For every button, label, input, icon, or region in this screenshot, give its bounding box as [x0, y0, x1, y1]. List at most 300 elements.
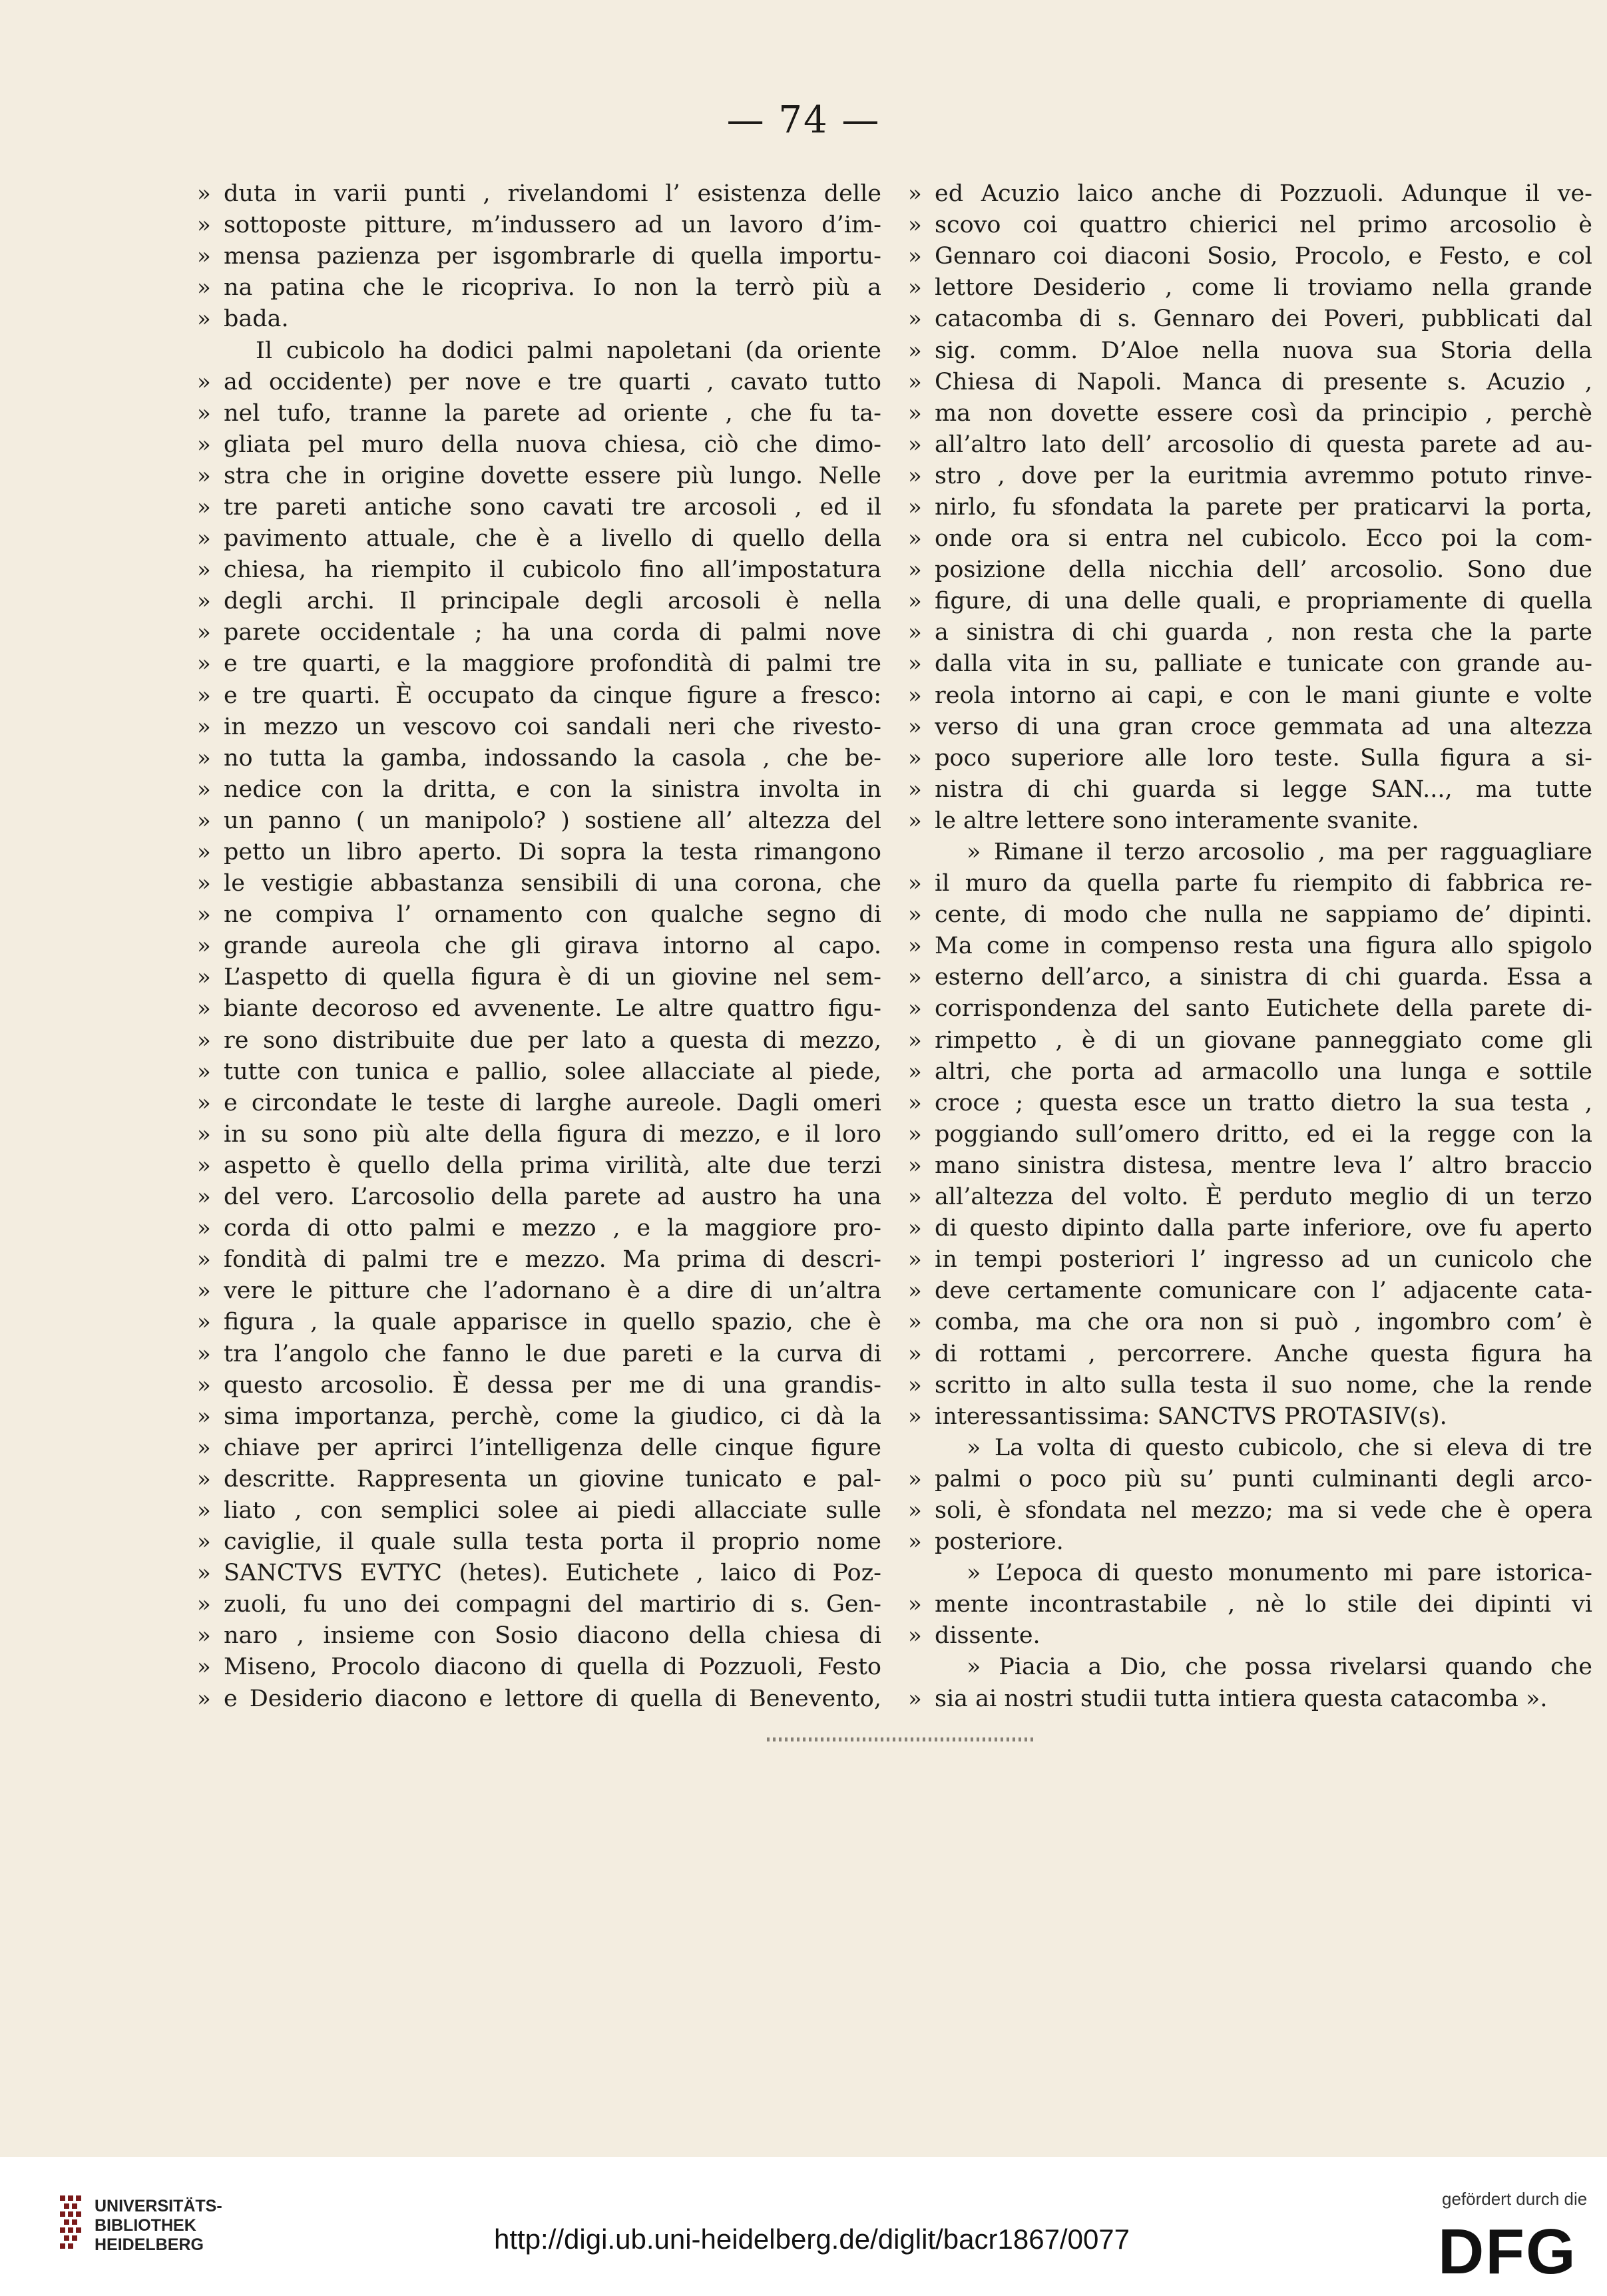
quote-mark: » — [197, 1654, 211, 1681]
text-line — [197, 1370, 881, 1401]
quote-mark: » — [908, 713, 922, 740]
permalink-url[interactable]: http://digi.ub.uni-heidelberg.de/diglit/bacr1867/0077 — [494, 2223, 1130, 2255]
quote-mark: » — [197, 1591, 211, 1618]
text-line — [908, 1464, 1592, 1495]
library-name-line-1: UNIVERSITÄTS- — [95, 2197, 222, 2215]
text-line — [908, 586, 1592, 617]
line-text: gliata pel muro della nuova chiesa, ciò che dimo- — [224, 431, 881, 458]
line-text: no tutta la gamba, indossando la casola , che be- — [224, 744, 881, 772]
text-line — [908, 304, 1592, 335]
quote-mark: » — [197, 462, 211, 489]
quote-mark: » — [908, 1058, 922, 1085]
quote-mark: » — [197, 1058, 211, 1085]
quote-mark: » — [197, 557, 211, 584]
text-line — [197, 1056, 881, 1088]
library-name — [95, 2197, 222, 2255]
quote-mark: » — [908, 1184, 922, 1211]
text-line — [908, 1620, 1592, 1652]
quote-mark: » — [197, 399, 211, 427]
line-text: mensa pazienza per isgombrarle di quella importu- — [224, 243, 881, 270]
text-line — [908, 837, 1592, 868]
text-line — [908, 993, 1592, 1025]
line-text: sottoposte pitture, m’indussero ad un lavoro d’im- — [224, 212, 881, 239]
text-line — [197, 837, 881, 868]
quote-mark: » — [197, 964, 211, 991]
quote-mark: » — [197, 682, 211, 709]
line-text: pavimento attuale, che è a livello di quello della — [224, 525, 881, 553]
quote-mark: » — [908, 1371, 922, 1399]
text-line — [197, 178, 881, 210]
text-line — [197, 1433, 881, 1464]
line-text: aspetto è quello della prima virilità, alte due terzi — [224, 1152, 881, 1179]
line-text: degli archi. Il principale degli arcosoli è nella — [224, 588, 881, 615]
line-text: del vero. L’arcosolio della parete ad austro ha una — [224, 1184, 881, 1211]
line-text: e tre quarti. È occupato da cinque figure a fresco: — [224, 682, 881, 709]
line-text: L’aspetto di quella figura è di un giovine nel sem- — [224, 964, 881, 991]
text-line — [197, 805, 881, 837]
quote-mark: » — [908, 431, 922, 458]
right-column — [908, 178, 1592, 1715]
line-text: » Rimane il terzo arcosolio , ma per ragguagliare — [967, 839, 1592, 866]
left-column — [197, 178, 881, 1715]
text-line — [908, 617, 1592, 648]
text-line — [908, 1652, 1592, 1683]
line-text: Il cubicolo ha dodici palmi napoletani (da oriente — [256, 337, 881, 364]
quote-mark: » — [197, 901, 211, 929]
line-text: nistra di chi guarda si legge SAN..., ma tutte — [935, 776, 1592, 803]
line-text: le vestigie abbastanza sensibili di una corona, che — [224, 870, 881, 897]
line-text: na patina che le ricopriva. Io non la terrò più a — [224, 274, 881, 302]
text-line — [908, 899, 1592, 931]
text-line — [908, 272, 1592, 304]
text-line — [908, 1088, 1592, 1119]
quote-mark: » — [908, 1465, 922, 1492]
quote-mark: » — [197, 776, 211, 803]
text-line — [908, 1526, 1592, 1558]
quote-mark: » — [908, 807, 922, 834]
quote-mark: » — [197, 1685, 211, 1712]
text-line — [908, 461, 1592, 492]
line-text: nel tufo, tranne la parete ad oriente , che fu ta- — [224, 399, 881, 427]
line-text: rimpetto , è di un giovane panneggiato come gli — [935, 1027, 1592, 1054]
quote-mark: » — [908, 399, 922, 427]
text-line — [197, 398, 881, 429]
text-line — [197, 1652, 881, 1683]
line-text: vere le pitture che l’adornano è a dire di un’altra — [224, 1277, 881, 1305]
line-text: chiesa, ha riempito il cubicolo fino all’impostatura — [224, 557, 881, 584]
text-line — [197, 1307, 881, 1338]
line-text: palmi o poco più su’ punti culminanti degli arco- — [935, 1465, 1592, 1492]
library-name-line-2: BIBLIOTHEK — [95, 2216, 196, 2235]
line-text: SANCTVS EVTYC (hetes). Eutichete , laico di Poz- — [224, 1560, 881, 1587]
line-text: posizione della nicchia dell’ arcosolio. Sono due — [935, 557, 1592, 584]
line-text: croce ; questa esce un tratto dietro la sua testa , — [935, 1089, 1592, 1116]
quote-mark: » — [197, 1403, 211, 1430]
line-text: poco superiore alle loro teste. Sulla figura a si- — [935, 744, 1592, 772]
quote-mark: » — [197, 807, 211, 834]
quote-mark: » — [908, 243, 922, 270]
text-line — [908, 1307, 1592, 1338]
line-text: » La volta di questo cubicolo, che si eleva di tre — [967, 1434, 1592, 1461]
line-text: scritto in alto sulla testa il suo nome, che la rende — [935, 1371, 1592, 1399]
text-line — [197, 962, 881, 993]
line-text: » L’epoca di questo monumento mi pare istorica- — [967, 1560, 1592, 1587]
text-line — [908, 1558, 1592, 1589]
quote-mark: » — [908, 776, 922, 803]
text-line — [908, 429, 1592, 461]
quote-mark: » — [197, 1089, 211, 1116]
line-text: all’altro lato dell’ arcosolio di questa parete ad au- — [935, 431, 1592, 458]
text-line — [908, 712, 1592, 743]
line-text: ma non dovette essere così da principio , perchè — [935, 399, 1592, 427]
text-line — [197, 492, 881, 523]
quote-mark: » — [197, 274, 211, 302]
quote-mark: » — [197, 1027, 211, 1054]
quote-mark: » — [197, 744, 211, 772]
line-text: sig. comm. D’Aloe nella nuova sua Storia della — [935, 337, 1592, 364]
quote-mark: » — [197, 839, 211, 866]
text-line — [908, 962, 1592, 993]
line-text: Chiesa di Napoli. Manca di presente s. Acuzio , — [935, 368, 1592, 395]
quote-mark: » — [197, 1371, 211, 1399]
line-text: tutte con tunica e pallio, solee allacciate al piede, — [224, 1058, 881, 1085]
quote-mark: » — [908, 870, 922, 897]
line-text: reola intorno ai capi, e con le mani giunte e volte — [935, 682, 1592, 709]
line-text: a sinistra di chi guarda , non resta che la parte — [935, 619, 1592, 646]
text-line — [908, 241, 1592, 272]
quote-mark: » — [197, 619, 211, 646]
text-line — [197, 335, 881, 366]
quote-mark: » — [908, 1089, 922, 1116]
text-line — [908, 680, 1592, 712]
text-line — [908, 398, 1592, 429]
text-line — [197, 1338, 881, 1369]
quote-mark: » — [908, 1152, 922, 1179]
line-text: petto un libro aperto. Di sopra la testa rimangono — [224, 839, 881, 866]
line-text: e tre quarti, e la maggiore profondità di palmi tre — [224, 650, 881, 678]
line-text: deve certamente comunicare con l’ adjacente cata- — [935, 1277, 1592, 1305]
quote-mark: » — [197, 368, 211, 395]
quote-mark: » — [908, 368, 922, 395]
quote-mark: » — [197, 1184, 211, 1211]
page-number: — 74 — — [726, 99, 881, 142]
line-text: un panno ( un manipolo? ) sostiene all’ altezza del — [224, 807, 881, 834]
line-text: dissente. — [935, 1622, 1040, 1650]
text-line — [197, 617, 881, 648]
line-text: liato , con semplici solee ai piedi allacciate sulle — [224, 1496, 881, 1524]
quote-mark: » — [197, 870, 211, 897]
text-line — [197, 868, 881, 899]
quote-mark: » — [908, 1277, 922, 1305]
line-text: Ma come in compenso resta una figura allo spigolo — [935, 933, 1592, 960]
text-line — [197, 1182, 881, 1213]
text-line — [197, 1244, 881, 1275]
line-text: ne compiva l’ ornamento con qualche segno di — [224, 901, 881, 929]
text-line — [197, 1213, 881, 1244]
quote-mark: » — [908, 744, 922, 772]
quote-mark: » — [908, 1591, 922, 1618]
text-line — [908, 1370, 1592, 1401]
text-line — [908, 1433, 1592, 1464]
quote-mark: » — [908, 1403, 922, 1430]
quote-mark: » — [908, 964, 922, 991]
quote-mark: » — [908, 619, 922, 646]
quote-mark: » — [197, 933, 211, 960]
quote-mark: » — [197, 1120, 211, 1148]
quote-mark: » — [908, 180, 922, 208]
line-text: poggiando sull’omero dritto, ed ei la regge con la — [935, 1120, 1592, 1148]
text-line — [908, 1025, 1592, 1056]
text-line — [197, 429, 881, 461]
line-text: Miseno, Procolo diacono di quella di Pozzuoli, Festo — [224, 1654, 881, 1681]
quote-mark: » — [197, 650, 211, 678]
quote-mark: » — [908, 933, 922, 960]
quote-mark: » — [908, 901, 922, 929]
line-text: tra l’angolo che fanno le due pareti e la curva di — [224, 1340, 881, 1367]
line-text: nedice con la dritta, e con la sinistra involta in — [224, 776, 881, 803]
quote-mark: » — [908, 337, 922, 364]
text-line — [197, 304, 881, 335]
line-text: comba, ma che ora non si può , ingombro com’ è — [935, 1309, 1592, 1336]
quote-mark: » — [197, 493, 211, 521]
line-text: nirlo, fu sfondata la parete per praticarvi la porta, — [935, 493, 1592, 521]
line-text: ad occidente) per nove e tre quarti , cavato tutto — [224, 368, 881, 395]
text-line — [908, 335, 1592, 366]
text-line — [908, 492, 1592, 523]
text-line — [197, 272, 881, 304]
dfg-logo: DFG — [1438, 2216, 1577, 2287]
line-text: verso di una gran croce gemmata ad una altezza — [935, 713, 1592, 740]
text-line — [197, 1558, 881, 1589]
text-line — [908, 1182, 1592, 1213]
quote-mark: » — [197, 1622, 211, 1650]
line-text: bada. — [224, 306, 289, 333]
line-text: biante decoroso ed avvenente. Le altre quattro figu- — [224, 995, 881, 1023]
text-line — [197, 993, 881, 1025]
text-line — [908, 868, 1592, 899]
text-line — [908, 1119, 1592, 1150]
quote-mark: » — [908, 1027, 922, 1054]
text-line — [197, 774, 881, 805]
quote-mark: » — [197, 1434, 211, 1461]
quote-mark: » — [197, 1246, 211, 1273]
text-line — [197, 1526, 881, 1558]
quote-mark: » — [197, 212, 211, 239]
text-line — [197, 241, 881, 272]
text-line — [197, 1119, 881, 1150]
text-line — [197, 712, 881, 743]
line-text: corrispondenza del santo Eutichete della parete di- — [935, 995, 1592, 1023]
line-text: naro , insieme con Sosio diacono della chiesa di — [224, 1622, 881, 1650]
line-text: di questo dipinto dalla parte inferiore, ove fu aperto — [935, 1215, 1592, 1242]
quote-mark: » — [908, 212, 922, 239]
quote-mark: » — [197, 1560, 211, 1587]
text-line — [197, 1150, 881, 1182]
footer — [0, 2157, 1607, 2296]
line-text: zuoli, fu uno dei compagni del martirio di s. Gen- — [224, 1591, 881, 1618]
text-line — [908, 1401, 1592, 1433]
quote-mark: » — [908, 462, 922, 489]
quote-mark: » — [908, 1120, 922, 1148]
line-text: e Desiderio diacono e lettore di quella di Benevento, — [224, 1685, 881, 1712]
text-line — [908, 178, 1592, 210]
line-text: cente, di modo che nulla ne sappiamo de’ dipinti. — [935, 901, 1592, 929]
text-line — [908, 743, 1592, 774]
line-text: caviglie, il quale sulla testa porta il proprio nome — [224, 1528, 881, 1556]
text-line — [197, 1088, 881, 1119]
quote-mark: » — [908, 493, 922, 521]
quote-mark: » — [908, 1528, 922, 1556]
line-text: sia ai nostri studii tutta intiera questa catacomba ». — [935, 1685, 1548, 1712]
line-text: in su sono più alte della figura di mezzo, e il loro — [224, 1120, 881, 1148]
line-text: grande aureola che gli girava intorno al capo. — [224, 933, 881, 960]
line-text: catacomba di s. Gennaro dei Poveri, pubblicati dal — [935, 306, 1592, 333]
text-line — [197, 899, 881, 931]
quote-mark: » — [197, 1152, 211, 1179]
quote-mark: » — [197, 180, 211, 208]
quote-mark: » — [908, 525, 922, 553]
line-text: tre pareti antiche sono cavati tre arcosoli , ed il — [224, 493, 881, 521]
text-line — [908, 1275, 1592, 1307]
line-text: altri, che porta ad armacollo una lunga e sottile — [935, 1058, 1592, 1085]
quote-mark: » — [908, 1622, 922, 1650]
quote-mark: » — [908, 588, 922, 615]
text-line — [197, 1684, 881, 1715]
line-text: duta in varii punti , rivelandomi l’ esistenza delle — [224, 180, 881, 208]
line-text: in tempi posteriori l’ ingresso ad un cunicolo che — [935, 1246, 1592, 1273]
text-line — [908, 523, 1592, 555]
quote-mark: » — [197, 713, 211, 740]
text-line — [197, 931, 881, 962]
text-line — [197, 648, 881, 680]
quote-mark: » — [197, 995, 211, 1023]
line-text: all’altezza del volto. È perduto meglio di un terzo — [935, 1184, 1592, 1211]
line-text: le altre lettere sono interamente svanite. — [935, 807, 1419, 834]
line-text: re sono distribuite due per lato a questa di mezzo, — [224, 1027, 881, 1054]
quote-mark: » — [908, 306, 922, 333]
library-name-line-3: HEIDELBERG — [95, 2235, 204, 2254]
line-text: ed Acuzio laico anche di Pozzuoli. Adunque il ve- — [935, 180, 1592, 208]
quote-mark: » — [197, 1528, 211, 1556]
quote-mark: » — [908, 274, 922, 302]
funded-by-label: gefördert durch die — [1442, 2189, 1588, 2209]
quote-mark: » — [908, 1246, 922, 1273]
text-line — [908, 1244, 1592, 1275]
text-line — [197, 367, 881, 398]
line-text: corda di otto palmi e mezzo , e la maggiore pro- — [224, 1215, 881, 1242]
text-line — [908, 648, 1592, 680]
line-text: stra che in origine dovette essere più lungo. Nelle — [224, 462, 881, 489]
text-line — [197, 680, 881, 712]
quote-mark: » — [908, 1309, 922, 1336]
quote-mark: » — [197, 1496, 211, 1524]
text-line — [197, 210, 881, 241]
text-line — [908, 805, 1592, 837]
line-text: lettore Desiderio , come li troviamo nella grande — [935, 274, 1592, 302]
line-text: posteriore. — [935, 1528, 1064, 1556]
text-line — [908, 1338, 1592, 1369]
quote-mark: » — [197, 306, 211, 333]
quote-mark: » — [908, 1685, 922, 1712]
quote-mark: » — [197, 525, 211, 553]
quote-mark: » — [197, 1340, 211, 1367]
line-text: chiave per aprirci l’intelligenza delle cinque figure — [224, 1434, 881, 1461]
text-line — [908, 1213, 1592, 1244]
text-line — [197, 1464, 881, 1495]
end-ornament-rule — [767, 1737, 1034, 1741]
text-line — [197, 555, 881, 586]
text-line — [908, 1495, 1592, 1526]
quote-mark: » — [197, 1309, 211, 1336]
text-line — [197, 1025, 881, 1056]
line-text: interessantissima: SANCTVS PROTASIV(s). — [935, 1403, 1447, 1430]
line-text: di rottami , percorrere. Anche questa figura ha — [935, 1340, 1592, 1367]
text-line — [908, 774, 1592, 805]
line-text: soli, è sfondata nel mezzo; ma si vede che è opera — [935, 1496, 1592, 1524]
line-text: » Piacia a Dio, che possa rivelarsi quando che — [967, 1654, 1592, 1681]
line-text: dalla vita in su, palliate e tunicate con grande au- — [935, 650, 1592, 678]
line-text: onde ora si entra nel cubicolo. Ecco poi la com- — [935, 525, 1592, 553]
university-logo-icon — [60, 2195, 87, 2257]
line-text: scovo coi quattro chierici nel primo arcosolio è — [935, 212, 1592, 239]
line-text: descritte. Rappresenta un giovine tunicato e pal- — [224, 1465, 881, 1492]
quote-mark: » — [908, 557, 922, 584]
text-line — [908, 210, 1592, 241]
line-text: e circondate le teste di larghe aureole. Dagli omeri — [224, 1089, 881, 1116]
line-text: in mezzo un vescovo coi sandali neri che rivesto- — [224, 713, 881, 740]
quote-mark: » — [197, 1215, 211, 1242]
quote-mark: » — [908, 682, 922, 709]
line-text: mano sinistra distesa, mentre leva l’ altro braccio — [935, 1152, 1592, 1179]
text-line — [197, 1620, 881, 1652]
line-text: fondità di palmi tre e mezzo. Ma prima di descri- — [224, 1246, 881, 1273]
text-line — [197, 1401, 881, 1433]
text-line — [908, 931, 1592, 962]
line-text: stro , dove per la euritmia avremmo potuto rinve- — [935, 462, 1592, 489]
quote-mark: » — [908, 1496, 922, 1524]
quote-mark: » — [197, 588, 211, 615]
quote-mark: » — [197, 1277, 211, 1305]
quote-mark: » — [197, 431, 211, 458]
text-line — [197, 586, 881, 617]
line-text: figure, di una delle quali, e propriamente di quella — [935, 588, 1592, 615]
line-text: mente incontrastabile , nè lo stile dei dipinti vi — [935, 1591, 1592, 1618]
line-text: questo arcosolio. È dessa per me di una grandis- — [224, 1371, 881, 1399]
line-text: figura , la quale apparisce in quello spazio, che è — [224, 1309, 881, 1336]
text-line — [197, 461, 881, 492]
text-line — [908, 367, 1592, 398]
quote-mark: » — [197, 1465, 211, 1492]
text-line — [197, 1589, 881, 1620]
text-line — [908, 1589, 1592, 1620]
line-text: il muro da quella parte fu riempito di fabbrica re- — [935, 870, 1592, 897]
text-line — [908, 1684, 1592, 1715]
line-text: Gennaro coi diaconi Sosio, Procolo, e Festo, e col — [935, 243, 1592, 270]
quote-mark: » — [908, 995, 922, 1023]
text-line — [908, 1150, 1592, 1182]
line-text: sima importanza, perchè, come la giudico, ci dà la — [224, 1403, 881, 1430]
quote-mark: » — [908, 650, 922, 678]
quote-mark: » — [197, 243, 211, 270]
line-text: parete occidentale ; ha una corda di palmi nove — [224, 619, 881, 646]
text-line — [908, 1056, 1592, 1088]
text-line — [197, 1275, 881, 1307]
text-line — [197, 523, 881, 555]
text-line — [197, 743, 881, 774]
line-text: esterno dell’arco, a sinistra di chi guarda. Essa a — [935, 964, 1592, 991]
quote-mark: » — [908, 1340, 922, 1367]
text-line — [197, 1495, 881, 1526]
